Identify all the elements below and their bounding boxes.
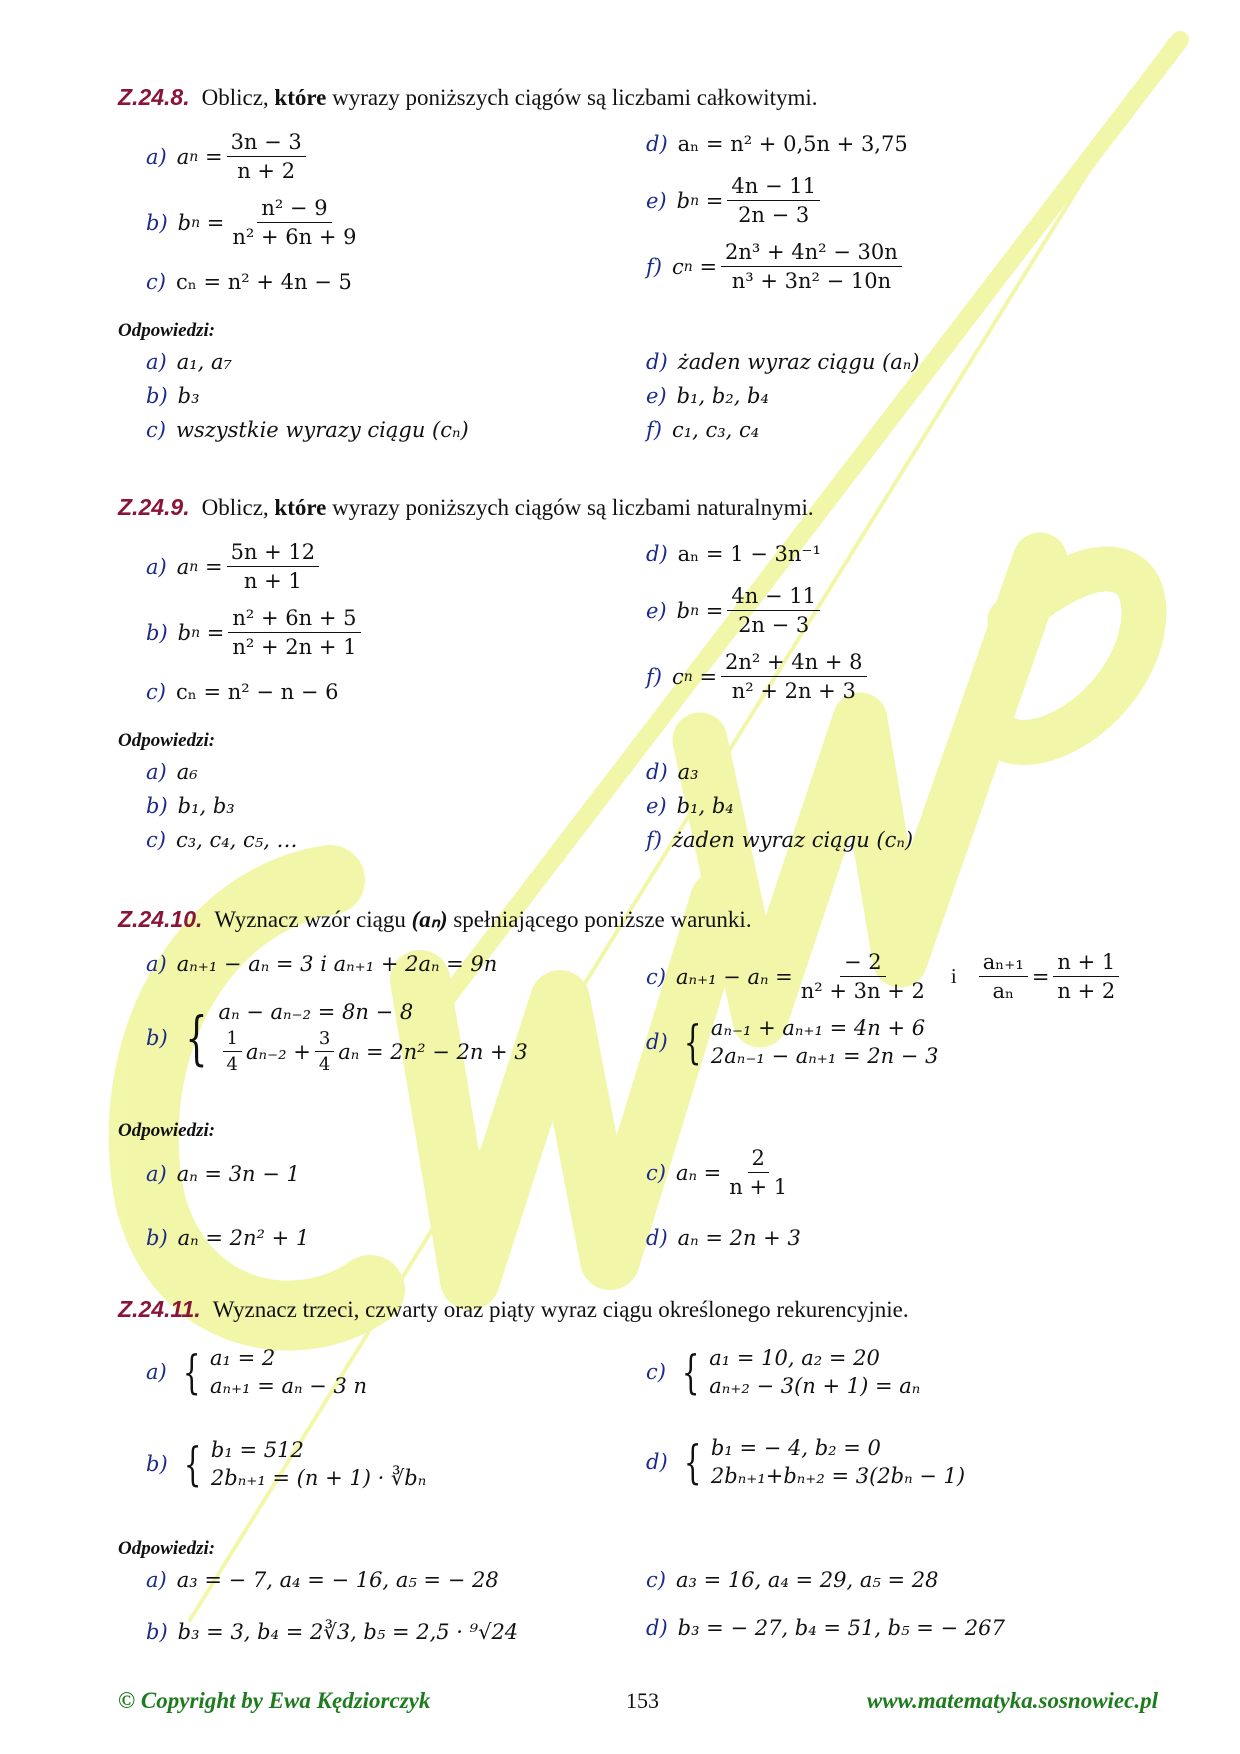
fraction: $\frac{2}{n + 1}$ (729, 1146, 788, 1199)
exercise-z24-8 (118, 84, 1158, 464)
exercise-number: Z.24.10. (118, 906, 203, 932)
task-f: f) c n = 2n² + 4n + 8 n² + 2n + 3 (646, 650, 871, 703)
answer-a: a) a₆ (146, 760, 198, 784)
answer-a: a) a₁, a₇ (146, 350, 232, 374)
task-a: a) { a₁ = 2 aₙ₊₁ = aₙ − 3 n (146, 1345, 368, 1399)
task-f: f) c n = 2n³ + 4n² − 30n n³ + 3n² − 10n (646, 240, 906, 293)
website-link[interactable]: www.matematyka.sosnowiec.pl (866, 1688, 1158, 1713)
answer-f: f) c₁, c₃, c₄ (646, 418, 760, 442)
task-b: b) { b₁ = 512 2bₙ₊₁ = (n + 1) · ∛bₙ (146, 1437, 427, 1491)
equation-system: { aₙ₋₁ + aₙ₊₁ = 4n + 6 2aₙ₋₁ − aₙ₊₁ = 2n − 3 (683, 1015, 939, 1069)
brace: { (683, 1435, 702, 1489)
exercise-title: Z.24.9. Oblicz, które wyrazy poniższych ciągów są liczbami naturalnymi. (118, 494, 814, 520)
task-c: c) aₙ₊₁ − aₙ = $\frac{- 2}{\text{n² + 3n + 2}}$ i $\frac{\text{aₙ₊₁}}{\text{aₙ}}$ = $\frac{n + 1}{n + 2}$ (646, 950, 1123, 1003)
fraction: 3n − 3 n + 2 (227, 130, 306, 183)
fraction: 4n − 11 2n − 3 (727, 584, 820, 637)
answer-b: b) b₁, b₃ (146, 794, 235, 818)
equation-system: { a₁ = 2 aₙ₊₁ = aₙ − 3 n (182, 1345, 368, 1399)
equation-system: { b₁ = − 4, b₂ = 0 2bₙ₊₁+bₙ₊₂ = 3(2bₙ − 1) (683, 1435, 966, 1489)
task-b: b) b n = n² + 6n + 5 n² + 2n + 1 (146, 606, 365, 659)
fraction: $\frac{n + 1}{n + 2}$ (1053, 950, 1119, 1003)
exercise-title: Z.24.11. Wyznacz trzeci, czwarty oraz piąty wyraz ciągu określonego rekurencyjnie. (118, 1296, 909, 1322)
answer-d: d) a₃ (646, 760, 699, 784)
task-e: e) b n = 4n − 11 2n − 3 (646, 584, 824, 637)
exercise-number: Z.24.11. (118, 1296, 201, 1322)
task-d: d) aₙ = n² + 0,5n + 3,75 (646, 132, 908, 156)
fraction: n² + 6n + 5 n² + 2n + 1 (228, 606, 360, 659)
answer-d: d) b₃ = − 27, b₄ = 51, b₅ = − 267 (646, 1616, 1005, 1640)
exercise-z24-10 (118, 906, 1158, 1256)
copyright-footer: © Copyright by Ewa Kędziorczyk (118, 1688, 431, 1713)
equation-system: { aₙ − aₙ₋₂ = 8n − 8 1 4 aₙ₋₂ + $\frac{3}{4}$ aₙ = 2n² − 2n + 3 (185, 1000, 528, 1075)
fraction: 2n² + 4n + 8 n² + 2n + 3 (721, 650, 866, 703)
brace: { (683, 1015, 702, 1069)
fraction: $\frac{- 2}{\text{n² + 3n + 2}}$ (800, 950, 925, 1003)
brace: { (182, 1345, 201, 1399)
brace: { (183, 1437, 202, 1491)
fraction: n² − 9 n² + 6n + 9 (232, 196, 357, 249)
answer-b: b) b₃ (146, 384, 200, 408)
task-a: a) a n = 3n − 3 n + 2 (146, 130, 310, 183)
fraction: 5n + 12 n + 1 (227, 540, 320, 593)
answer-a: a) a₃ = − 7, a₄ = − 16, a₅ = − 28 (146, 1568, 499, 1592)
task-d: d) aₙ = 1 − 3n⁻¹ (646, 542, 821, 566)
exercise-number: Z.24.9. (118, 494, 190, 520)
answer-e: e) b₁, b₄ (646, 794, 734, 818)
answer-c: c) aₙ = $\frac{2}{n + 1}$ (646, 1146, 795, 1199)
fraction: 2n³ + 4n² − 30n n³ + 3n² − 10n (721, 240, 902, 293)
task-c: c) { a₁ = 10, a₂ = 20 aₙ₊₂ − 3(n + 1) = aₙ (646, 1345, 921, 1399)
brace: { (185, 1003, 208, 1072)
answer-c: c) c₃, c₄, c₅, … (146, 828, 298, 852)
exercise-number: Z.24.8. (118, 84, 190, 110)
answer-c: c) a₃ = 16, a₄ = 29, a₅ = 28 (646, 1568, 939, 1592)
exercise-z24-9 (118, 494, 1158, 874)
answer-f: f) żaden wyraz ciągu (cₙ) (646, 828, 914, 852)
answer-d: d) żaden wyraz ciągu (aₙ) (646, 350, 920, 374)
answers-label: Odpowiedzi: (118, 730, 216, 751)
equation-system: { a₁ = 10, a₂ = 20 aₙ₊₂ − 3(n + 1) = aₙ (681, 1345, 921, 1399)
brace: { (681, 1345, 700, 1399)
answers-label: Odpowiedzi: (118, 1120, 216, 1141)
task-c: c) cₙ = n² + 4n − 5 (146, 270, 352, 294)
fraction: 4n − 11 2n − 3 (727, 174, 820, 227)
task-d: d) { aₙ₋₁ + aₙ₊₁ = 4n + 6 2aₙ₋₁ − aₙ₊₁ = 2n − 3 (646, 1015, 939, 1069)
exercise-title: Z.24.8. Oblicz, które wyrazy poniższych ciągów są liczbami całkowitymi. (118, 84, 818, 110)
answer-b: b) aₙ = 2n² + 1 (146, 1226, 310, 1250)
answer-b: b) b₃ = 3, b₄ = 2∛3, b₅ = 2,5 · ⁹√24 (146, 1620, 519, 1644)
answer-a: a) aₙ = 3n − 1 (146, 1162, 300, 1186)
equation-system: { b₁ = 512 2bₙ₊₁ = (n + 1) · ∛bₙ (183, 1437, 427, 1491)
page-number: 153 (626, 1688, 659, 1713)
task-e: e) b n = 4n − 11 2n − 3 (646, 174, 824, 227)
answer-d: d) aₙ = 2n + 3 (646, 1226, 801, 1250)
answer-c: c) wszystkie wyrazy ciągu (cₙ) (146, 418, 469, 442)
answers-label: Odpowiedzi: (118, 1538, 216, 1559)
answers-label: Odpowiedzi: (118, 320, 216, 341)
exercise-title: Z.24.10. Wyznacz wzór ciągu (aₙ) spełniającego poniższe warunki. (118, 906, 752, 932)
task-d: d) { b₁ = − 4, b₂ = 0 2bₙ₊₁+bₙ₊₂ = 3(2bₙ − 1) (646, 1435, 966, 1489)
task-b: b) { aₙ − aₙ₋₂ = 8n − 8 1 4 aₙ₋₂ + $\frac{3}{4}$ aₙ = 2n² − 2n + 3 (146, 1000, 528, 1075)
answer-e: e) b₁, b₂, b₄ (646, 384, 769, 408)
task-a: a) a n = 5n + 12 n + 1 (146, 540, 323, 593)
task-c: c) cₙ = n² − n − 6 (146, 680, 339, 704)
exercise-z24-11 (118, 1296, 1158, 1666)
task-a: a) aₙ₊₁ − aₙ = 3 i aₙ₊₁ + 2aₙ = 9n (146, 952, 498, 976)
fraction: $\frac{\text{aₙ₊₁}}{\text{aₙ}}$ (979, 950, 1028, 1003)
task-b: b) b n = n² − 9 n² + 6n + 9 (146, 196, 365, 249)
